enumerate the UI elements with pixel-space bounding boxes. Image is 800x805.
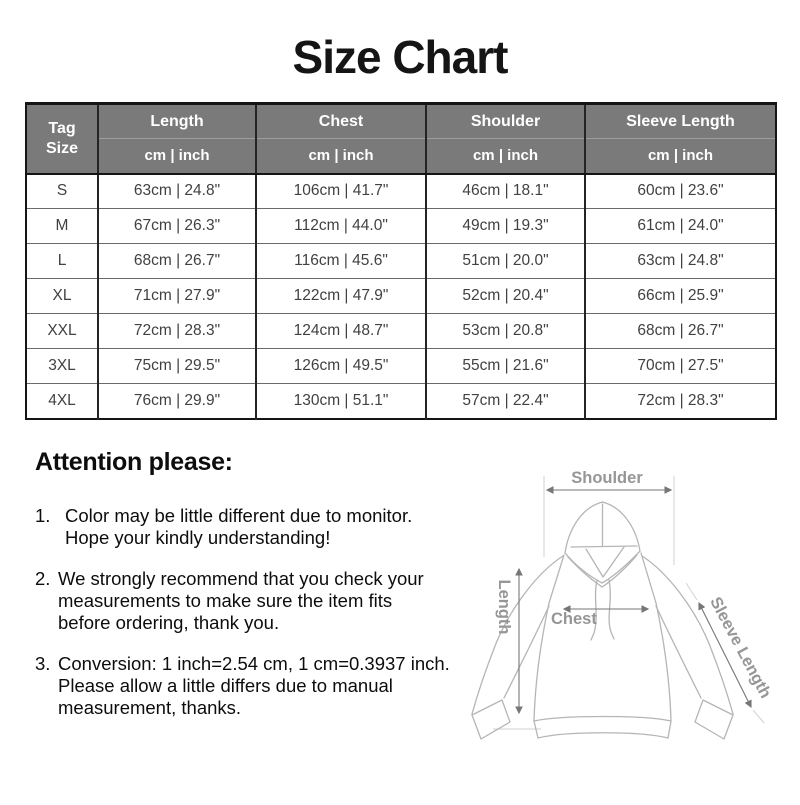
hoodie-measurement-diagram [450,450,800,800]
shoulder-cell: 46cm | 18.1" [426,174,585,209]
cuff-right [695,700,733,739]
length-cell: 75cm | 29.5" [98,349,256,384]
hem-bottom [538,733,668,738]
sleeve-cell: 70cm | 27.5" [585,349,776,384]
subheader-length-unit: cm | inch [98,139,256,174]
shoulder-label: Shoulder [571,469,643,487]
subheader-sleeve-unit: cm | inch [585,139,776,174]
shoulder-cell: 55cm | 21.6" [426,349,585,384]
header-chest: Chest [256,104,426,139]
item-text: Color may be little different due to monitor. Hope your kindly understanding! [65,505,413,548]
header-shoulder: Shoulder [426,104,585,139]
chest-cell: 126cm | 49.5" [256,349,426,384]
header-sleeve-length: Sleeve Length [585,104,776,139]
chest-cell: 106cm | 41.7" [256,174,426,209]
item-text: Conversion: 1 inch=2.54 cm, 1 cm=0.3937 inch. Please allow a little differs due to manual measurement, thanks. [58,653,450,718]
length-cell: 67cm | 26.3" [98,209,256,244]
attention-heading: Attention please: [35,448,233,476]
table-header-row [26,104,776,139]
chest-cell: 124cm | 48.7" [256,314,426,349]
item-number: 2. [35,568,51,589]
sleeve-cell: 61cm | 24.0" [585,209,776,244]
raglan-seam-left [549,555,564,603]
size-cell: 4XL [26,384,98,419]
sleeve-right-outer [642,556,733,714]
collar-outer [565,551,640,583]
sleeve-length-label: Sleeve Length [706,594,775,702]
sleeve-right-inner [656,606,701,698]
sleeve-cell: 60cm | 23.6" [585,174,776,209]
length-cell: 68cm | 26.7" [98,244,256,279]
shoulder-cell: 53cm | 20.8" [426,314,585,349]
length-cell: 63cm | 24.8" [98,174,256,209]
attention-item-2 [35,568,465,634]
table-row [26,244,776,279]
sleeve-cell: 63cm | 24.8" [585,244,776,279]
shoulder-cell: 57cm | 22.4" [426,384,585,419]
chest-cell: 130cm | 51.1" [256,384,426,419]
item-text: We strongly recommend that you check your measurements to make sure the item fits before ordering, thank you. [58,568,424,633]
subheader-shoulder-unit: cm | inch [426,139,585,174]
table-row [26,174,776,209]
sleeve-cell: 72cm | 28.3" [585,384,776,419]
table-row [26,314,776,349]
attention-item-3 [35,653,465,719]
page-title: Size Chart [292,31,508,83]
chest-label: Chest [551,610,597,628]
item-number: 3. [35,653,51,674]
hem-right-end [668,721,671,738]
shoulder-cell: 52cm | 20.4" [426,279,585,314]
hood-fold-line [571,546,637,547]
chest-cell: 122cm | 47.9" [256,279,426,314]
length-label: Length [495,579,513,635]
header-tag-size: Tag Size [26,104,98,174]
chest-cell: 116cm | 45.6" [256,244,426,279]
attention-section [35,448,465,738]
table-row [26,384,776,419]
sleeve-left-outer [472,556,563,714]
size-cell: M [26,209,98,244]
size-cell: L [26,244,98,279]
size-cell: XXL [26,314,98,349]
chest-cell: 112cm | 44.0" [256,209,426,244]
size-chart-table [25,102,775,420]
length-cell: 76cm | 29.9" [98,384,256,419]
hoodie-diagram-svg [450,450,800,800]
attention-item-1 [35,505,465,549]
sleeve-cell: 66cm | 25.9" [585,279,776,314]
length-cell: 71cm | 27.9" [98,279,256,314]
size-cell: S [26,174,98,209]
hem-top [534,717,671,722]
shoulder-cell: 51cm | 20.0" [426,244,585,279]
cuff-left [472,700,510,739]
size-table [25,102,777,420]
length-cell: 72cm | 28.3" [98,314,256,349]
table-row [26,349,776,384]
table-subheader-row [26,139,776,174]
item-number: 1. [35,505,51,526]
table-row [26,209,776,244]
size-cell: XL [26,279,98,314]
table-row [26,279,776,314]
size-cell: 3XL [26,349,98,384]
sleeve-cell: 68cm | 26.7" [585,314,776,349]
shoulder-cell: 49cm | 19.3" [426,209,585,244]
header-length: Length [98,104,256,139]
subheader-chest-unit: cm | inch [256,139,426,174]
